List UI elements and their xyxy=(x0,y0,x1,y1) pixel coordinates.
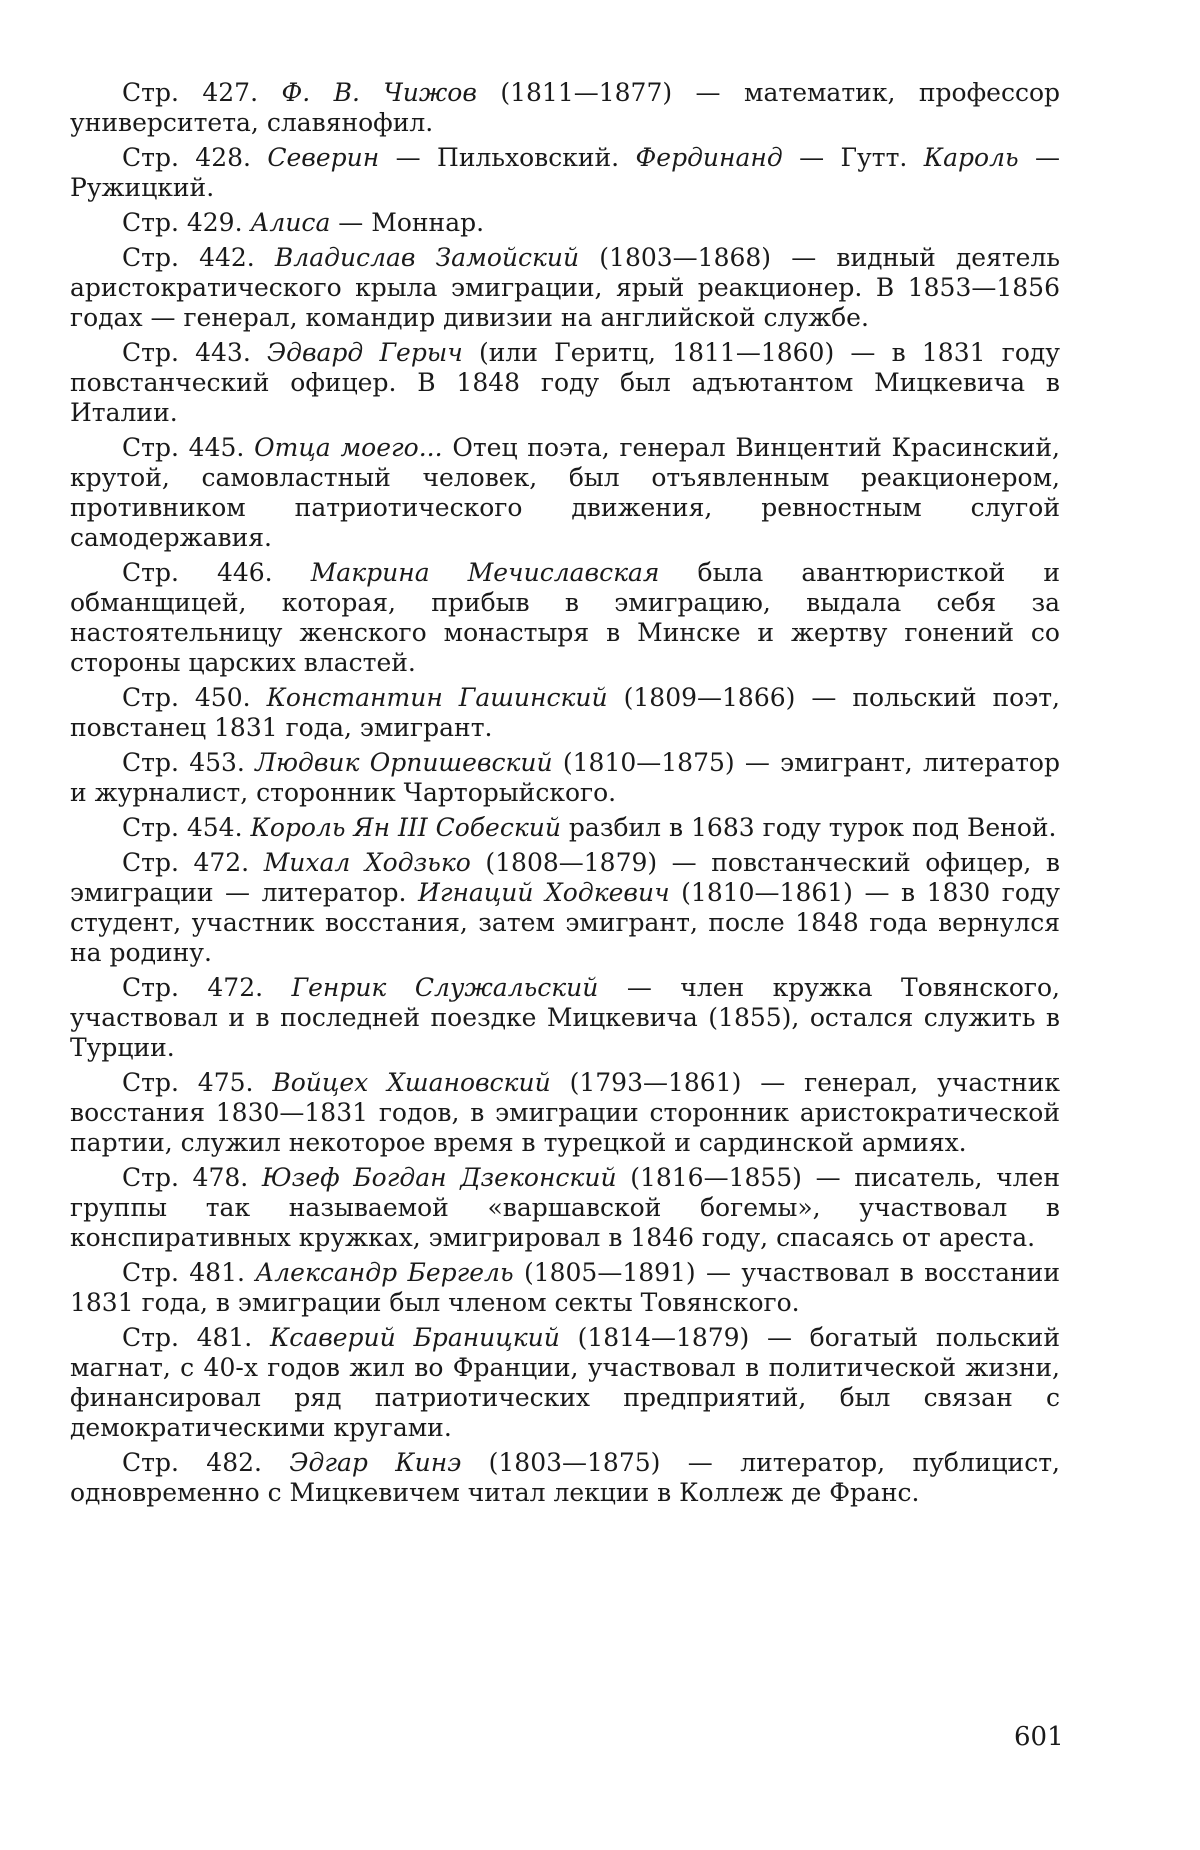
note-text: (1811—1877) — математик, профессор университета, славянофил. xyxy=(70,78,1060,137)
page-ref: Стр. 482. xyxy=(122,1448,262,1477)
note-entry xyxy=(70,243,1060,333)
note-entry xyxy=(70,433,1060,553)
person-name: Отца моего... xyxy=(254,433,442,462)
person-name: Юзеф Богдан Дзеконский xyxy=(262,1163,617,1192)
note-text: (1809—1866) — польский поэт, повстанец 1831 года, эмигрант. xyxy=(70,683,1060,742)
person-name: Кароль xyxy=(924,143,1019,172)
person-name: Владислав Замойский xyxy=(275,243,579,272)
note-text: (1816—1855) — писатель, член группы так называемой «варшавской богемы», участвовал в конспиративных кружках, эмигрировал в 1846 году, спасаясь от ареста. xyxy=(70,1163,1060,1252)
note-text: — Пильховский. xyxy=(396,143,619,172)
page-ref: Стр. 446. xyxy=(122,558,273,587)
note-text: — Моннар. xyxy=(338,208,484,237)
page-ref: Стр. 454. xyxy=(122,813,243,842)
page-ref: Стр. 478. xyxy=(122,1163,248,1192)
note-text: (1808—1879) — повстанческий офицер, в эмиграции — литератор. xyxy=(70,848,1060,907)
note-text: разбил в 1683 году турок под Веной. xyxy=(569,813,1057,842)
note-entry xyxy=(70,558,1060,678)
note-entry xyxy=(70,208,1060,238)
page-ref: Стр. 472. xyxy=(122,973,263,1002)
note-entry xyxy=(70,1258,1060,1318)
page-ref: Стр. 429. xyxy=(122,208,243,237)
person-name: Макрина Мечиславская xyxy=(311,558,660,587)
note-entry xyxy=(70,338,1060,428)
page-ref: Стр. 427. xyxy=(122,78,258,107)
note-entry xyxy=(70,143,1060,203)
page-ref: Стр. 453. xyxy=(122,748,245,777)
page-ref: Стр. 472. xyxy=(122,848,249,877)
person-name: Северин xyxy=(267,143,379,172)
person-name: Людвик Орпишевский xyxy=(255,748,552,777)
page-ref: Стр. 442. xyxy=(122,243,255,272)
note-text: — Ружицкий. xyxy=(70,143,1060,202)
note-text: (1805—1891) — участвовал в восстании 1831 года, в эмиграции был членом секты Товянского. xyxy=(70,1258,1060,1317)
note-entry xyxy=(70,813,1060,843)
page-ref: Стр. 443. xyxy=(122,338,251,367)
page-ref: Стр. 450. xyxy=(122,683,251,712)
note-entry xyxy=(70,1068,1060,1158)
person-name: Эдвард Герыч xyxy=(267,338,463,367)
note-entry xyxy=(70,1448,1060,1508)
person-name: Константин Гашинский xyxy=(267,683,608,712)
note-entry xyxy=(70,973,1060,1063)
note-text: была авантюристкой и обманщицей, которая, прибыв в эмиграцию, выдала себя за настоятельницу женского монастыря в Минске и жертву гонений со стороны царских властей. xyxy=(70,558,1060,677)
page-ref: Стр. 428. xyxy=(122,143,251,172)
person-name: Александр Бергель xyxy=(255,1258,513,1287)
note-entry xyxy=(70,683,1060,743)
note-text: (1803—1875) — литератор, публицист, одновременно с Мицкевичем читал лекции в Коллеж де Франс. xyxy=(70,1448,1060,1507)
person-name: Ксаверий Браницкий xyxy=(270,1323,560,1352)
page-ref: Стр. 481. xyxy=(122,1323,252,1352)
page-number: 601 xyxy=(1014,1722,1064,1752)
person-name: Король Ян III Собеский xyxy=(250,813,560,842)
page-ref: Стр. 475. xyxy=(122,1068,253,1097)
note-entry xyxy=(70,848,1060,968)
note-text: (1810—1861) — в 1830 году студент, участник восстания, затем эмигрант, после 1848 года вернулся на родину. xyxy=(70,878,1060,967)
person-name: Фердинанд xyxy=(636,143,783,172)
person-name: Эдгар Кинэ xyxy=(289,1448,461,1477)
note-text: (или Геритц, 1811—1860) — в 1831 году повстанческий офицер. В 1848 году был адъютантом Мицкевича в Италии. xyxy=(70,338,1060,427)
person-name: Михал Ходзько xyxy=(264,848,471,877)
note-entry xyxy=(70,748,1060,808)
note-entry xyxy=(70,1163,1060,1253)
person-name: Генрик Служальский xyxy=(292,973,599,1002)
person-name: Алиса xyxy=(250,208,330,237)
note-text: (1810—1875) — эмигрант, литератор и журналист, сторонник Чарторыйского. xyxy=(70,748,1060,807)
person-name: Игнаций Ходкевич xyxy=(418,878,670,907)
note-text: (1803—1868) — видный деятель аристократического крыла эмиграции, ярый реакционер. В 1853—1856 годах — генерал, командир дивизии на английской службе. xyxy=(70,243,1060,332)
page-ref: Стр. 445. xyxy=(122,433,244,462)
person-name: Войцех Хшановский xyxy=(272,1068,550,1097)
note-text: (1814—1879) — богатый польский магнат, с 40-х годов жил во Франции, участвовал в политической жизни, финансировал ряд патриотических предприятий, был связан с демократическими кругами. xyxy=(70,1323,1060,1442)
note-text: — Гутт. xyxy=(799,143,907,172)
note-text: (1793—1861) — генерал, участник восстания 1830—1831 годов, в эмиграции сторонник аристократической партии, служил некоторое время в турецкой и сардинской армиях. xyxy=(70,1068,1060,1157)
note-text: Отец поэта, генерал Винцентий Красинский, крутой, самовластный человек, был отъявленным реакционером, противником патриотического движения, ревностным слугой самодержавия. xyxy=(70,433,1060,552)
note-entry xyxy=(70,1323,1060,1443)
note-entry xyxy=(70,78,1060,138)
notes-page xyxy=(70,78,1060,1513)
person-name: Ф. В. Чижов xyxy=(282,78,477,107)
note-text: — член кружка Товянского, участвовал и в последней поездке Мицкевича (1855), остался служить в Турции. xyxy=(70,973,1060,1062)
page-ref: Стр. 481. xyxy=(122,1258,245,1287)
